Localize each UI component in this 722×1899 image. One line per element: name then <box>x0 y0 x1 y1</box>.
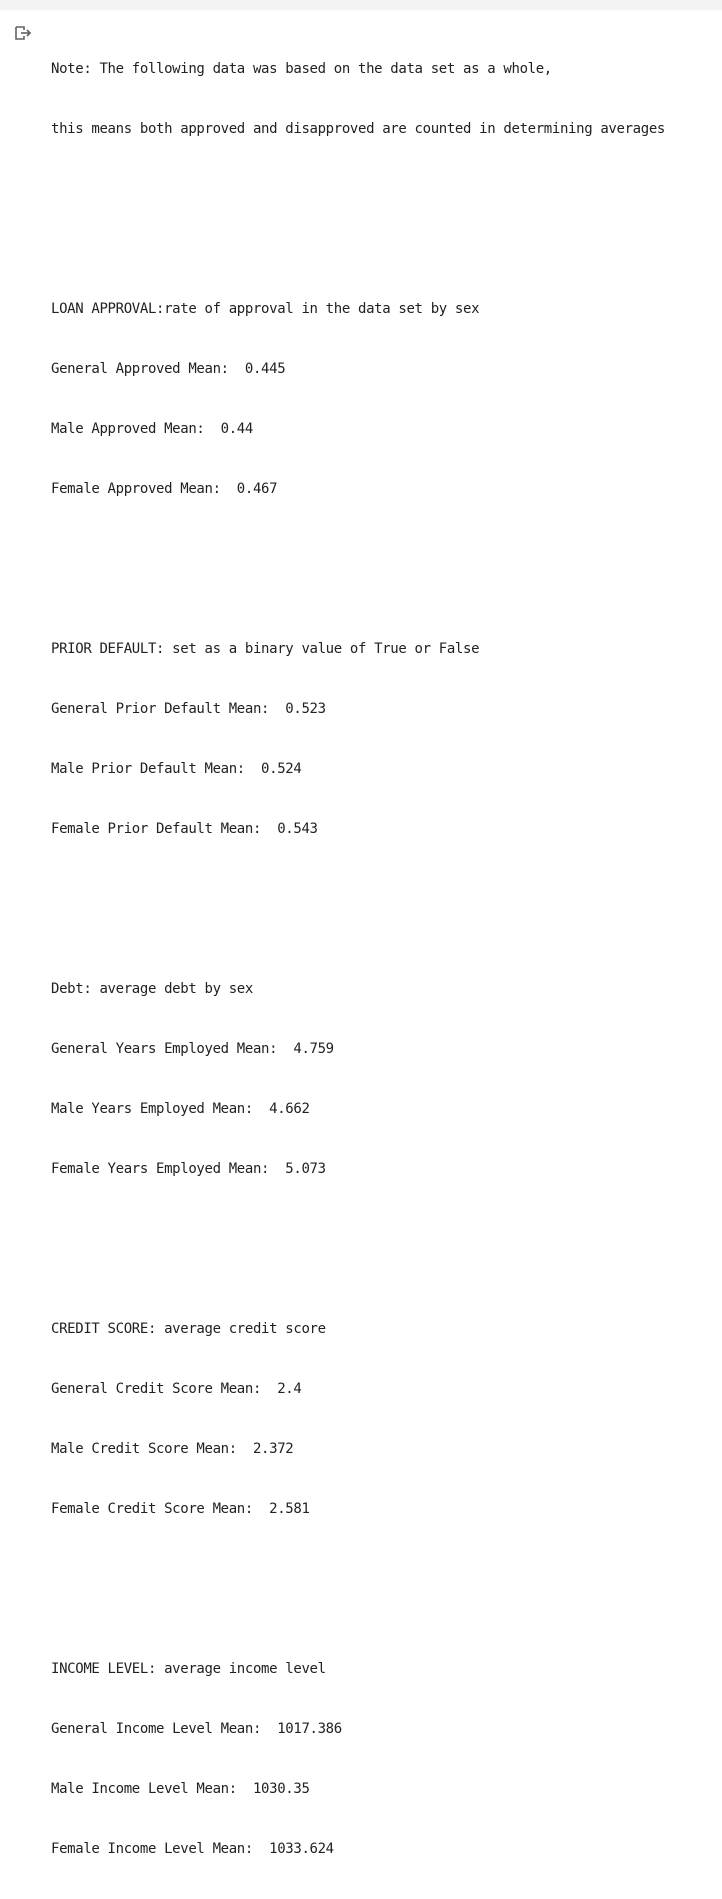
output-line: Male Credit Score Mean: 2.372 <box>51 1441 294 1457</box>
output-line: General Income Level Mean: 1017.386 <box>51 1721 342 1737</box>
section-header-income-level: INCOME LEVEL: average income level <box>51 1661 326 1677</box>
output-line: General Years Employed Mean: 4.759 <box>51 1041 334 1057</box>
cell-top-bar <box>0 0 722 10</box>
output-line: Male Prior Default Mean: 0.524 <box>51 761 302 777</box>
section-header-debt: Debt: average debt by sex <box>51 981 253 997</box>
output-line: General Prior Default Mean: 0.523 <box>51 701 326 717</box>
section-header-prior-default: PRIOR DEFAULT: set as a binary value of True or False <box>51 641 480 657</box>
cell-output-text <box>51 19 665 1899</box>
section-header-loan-approval: LOAN APPROVAL:rate of approval in the data set by sex <box>51 301 480 317</box>
output-line: Female Years Employed Mean: 5.073 <box>51 1161 326 1177</box>
output-line: Female Approved Mean: 0.467 <box>51 481 278 497</box>
output-line: Female Income Level Mean: 1033.624 <box>51 1841 334 1857</box>
output-line: General Approved Mean: 0.445 <box>51 361 286 377</box>
note-line: Note: The following data was based on the data set as a whole, <box>51 61 552 77</box>
output-line: Female Prior Default Mean: 0.543 <box>51 821 318 837</box>
note-line: this means both approved and disapproved are counted in determining averages <box>51 121 665 137</box>
output-line: Male Years Employed Mean: 4.662 <box>51 1101 310 1117</box>
cell-output-area <box>0 10 722 1857</box>
output-line: Male Income Level Mean: 1030.35 <box>51 1781 310 1797</box>
output-line: Female Credit Score Mean: 2.581 <box>51 1501 310 1517</box>
output-redirect-icon[interactable] <box>13 24 33 42</box>
output-line: General Credit Score Mean: 2.4 <box>51 1381 302 1397</box>
section-header-credit-score: CREDIT SCORE: average credit score <box>51 1321 326 1337</box>
output-line: Male Approved Mean: 0.44 <box>51 421 253 437</box>
